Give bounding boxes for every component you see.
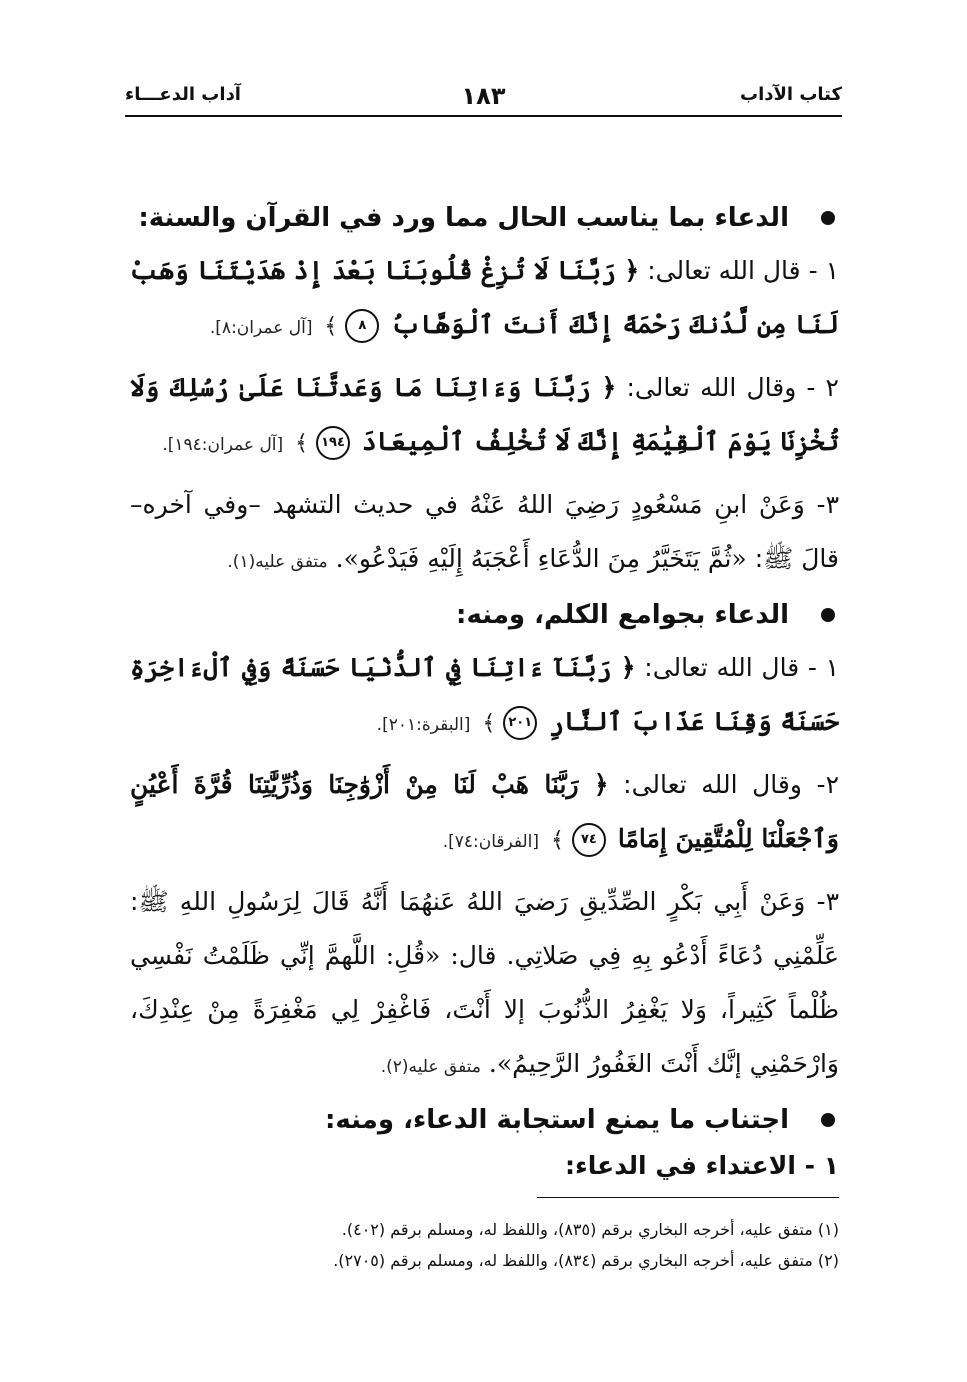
footnote-rule (537, 1197, 839, 1198)
reference: متفق عليه(٢). (380, 1057, 481, 1077)
quran-verse: ﴿ رَبَّنَآ ءَاتِنَا فِي ٱلدُّنْيَا حَسَنَةً وَفِي ٱلْءَاخِرَةِ حَسَنَةً وَقِنَا عَذَابَ ٱلنَّارِ (130, 653, 839, 736)
header-rule (125, 115, 842, 117)
list-item: ٣- وَعَنْ أَبِي بَكْرٍ الصِّدِّيقِ رَضيَ اللهُ عَنهُمَا أَنَّهُ قَالَ لِرَسُولِ اللهِ ﷺ: عَلِّمْنِي دُعَاءً أَدْعُو بِهِ فِي صَلاتِي. قال: «قُلِ: اللَّهمَّ إنِّي ظَلَمْتُ نَفْسِي ظُلْماً كَثِيراً، وَلا يَغْفِرُ الذُّنُوبَ إلا أَنْتَ، فَاغْفِرْ لِي مَغْفِرَةً مِنْ عِنْدِكَ، وَارْحَمْنِي إنَّك أَنْتَ الغَفُورُ الرَّحِيمُ». متفق عليه(٢). (130, 887, 840, 1078)
reference: [الفرقان:٧٤]. (442, 832, 540, 852)
list-item: ٢- وقال الله تعالى: ﴿ رَبَّنَا هَبْ لَنَا مِنْ أَزْوَٰجِنَا وَذُرِّيَّٰتِنَا قُرَّةَ أَعْيُنٍ وَٱجْعَلْنَا لِلْمُتَّقِينَ إِمَامًا ٧٤﴾ [الفرقان:٧٤]. (130, 758, 839, 869)
list-item: ٢ - وقال الله تعالى: ﴿ رَبَّنَا وَءَاتِنَا مَا وَعَدتَّنَا عَلَىٰ رُسُلِكَ وَلَا تُخْزِنَا يَوْمَ ٱلْقِيَٰمَةِ إِنَّكَ لَا تُخْلِفُ ٱلْمِيعَادَ ١٩٤﴾ [آل عمران:١٩٤]. (130, 361, 839, 472)
section-heading: الدعاء بما يناسب الحال مما ورد في القرآن والسنة: (130, 198, 839, 238)
ayah-number-icon: ٧٤ (572, 823, 606, 857)
reference: متفق عليه(١). (227, 552, 328, 572)
ayah-number-icon: ٢٠١ (503, 706, 537, 740)
main-text (130, 198, 839, 1186)
ayah-number-icon: ٨ (345, 309, 379, 343)
chapter-title: آداب الدعـــاء (125, 84, 241, 105)
list-item: ١ - قال الله تعالى: ﴿ رَبَّنَا لَا تُزِغْ قُلُوبَنَا بَعْدَ إِذْ هَدَيْتَنَا وَهَبْ لَنَا مِن لَّدُنكَ رَحْمَةً إِنَّكَ أَنتَ ٱلْوَهَّابُ ٨﴾ [آل عمران:٨]. (130, 244, 839, 355)
footnote: (١) متفق عليه، أخرجه البخاري برقم (٨٣٥)، واللفظ له، ومسلم برقم (٤٠٢). (341, 1220, 839, 1239)
running-header (125, 82, 842, 116)
sub-heading: ١ - الاعتداء في الدعاء: (564, 1151, 839, 1180)
section-heading: الدعاء بجوامع الكلم، ومنه: (130, 595, 839, 635)
reference: [آل عمران:٨]. (209, 318, 313, 338)
list-item: ١ - قال الله تعالى: ﴿ رَبَّنَآ ءَاتِنَا فِي ٱلدُّنْيَا حَسَنَةً وَفِي ٱلْءَاخِرَةِ حَسَنَةً وَقِنَا عَذَابَ ٱلنَّارِ ٢٠١﴾ [البقرة:٢٠١]. (130, 641, 839, 752)
reference: [البقرة:٢٠١]. (376, 715, 471, 735)
page-number: ١٨٣ (461, 82, 506, 110)
section-heading: اجتناب ما يمنع استجابة الدعاء، ومنه: (130, 1100, 839, 1140)
reference: [آل عمران:١٩٤]. (162, 435, 284, 455)
book-title: كتاب الآداب (740, 84, 842, 105)
quran-verse: ﴿ رَبَّنَا وَءَاتِنَا مَا وَعَدتَّنَا عَلَىٰ رُسُلِكَ وَلَا تُخْزِنَا يَوْمَ ٱلْقِيَٰمَةِ إِنَّكَ لَا تُخْلِفُ ٱلْمِيعَادَ (130, 373, 839, 456)
bullet-icon (821, 608, 835, 622)
bullet-icon (821, 1113, 835, 1127)
quran-verse: ﴿ رَبَّنَا هَبْ لَنَا مِنْ أَزْوَٰجِنَا وَذُرِّيَّٰتِنَا قُرَّةَ أَعْيُنٍ وَٱجْعَلْنَا لِلْمُتَّقِينَ إِمَامًا (130, 770, 839, 853)
list-item: ٣- وَعَنْ ابنِ مَسْعُودٍ رَضِيَ اللهُ عَنْهُ في حديث التشهد –وفي آخره– قالَ ﷺ: «ثُمَّ يَتَخَيَّرُ مِنَ الدُّعَاءِ أَعْجَبَهُ إِلَيْهِ فَيَدْعُو». متفق عليه(١). (130, 490, 839, 573)
hadith-text: عَلِّمْنِي دُعَاءً أَدْعُو بِهِ فِي صَلاتِي. قال: «قُلِ: اللَّهمَّ إنِّي ظَلَمْتُ نَفْسِي ظُلْماً كَثِيراً، وَلا يَغْفِرُ الذُّنُوبَ إلا أَنْتَ، فَاغْفِرْ لِي مَغْفِرَةً مِنْ عِنْدِكَ، وَارْحَمْنِي إنَّك أَنْتَ الغَفُورُ الرَّحِيمُ». (130, 941, 839, 1078)
footnotes (130, 1214, 839, 1276)
hadith-text: «ثُمَّ يَتَخَيَّرُ مِنَ الدُّعَاءِ أَعْجَبَهُ إِلَيْهِ فَيَدْعُو». (335, 544, 747, 573)
quran-verse: ﴿ رَبَّنَا لَا تُزِغْ قُلُوبَنَا بَعْدَ إِذْ هَدَيْتَنَا وَهَبْ لَنَا مِن لَّدُنكَ رَحْمَةً إِنَّكَ أَنتَ ٱلْوَهَّابُ (130, 256, 839, 339)
ayah-number-icon: ١٩٤ (316, 426, 350, 460)
footnote: (٢) متفق عليه، أخرجه البخاري برقم (٨٣٤)، واللفظ له، ومسلم برقم (٢٧٠٥). (333, 1251, 839, 1270)
bullet-icon (821, 211, 835, 225)
